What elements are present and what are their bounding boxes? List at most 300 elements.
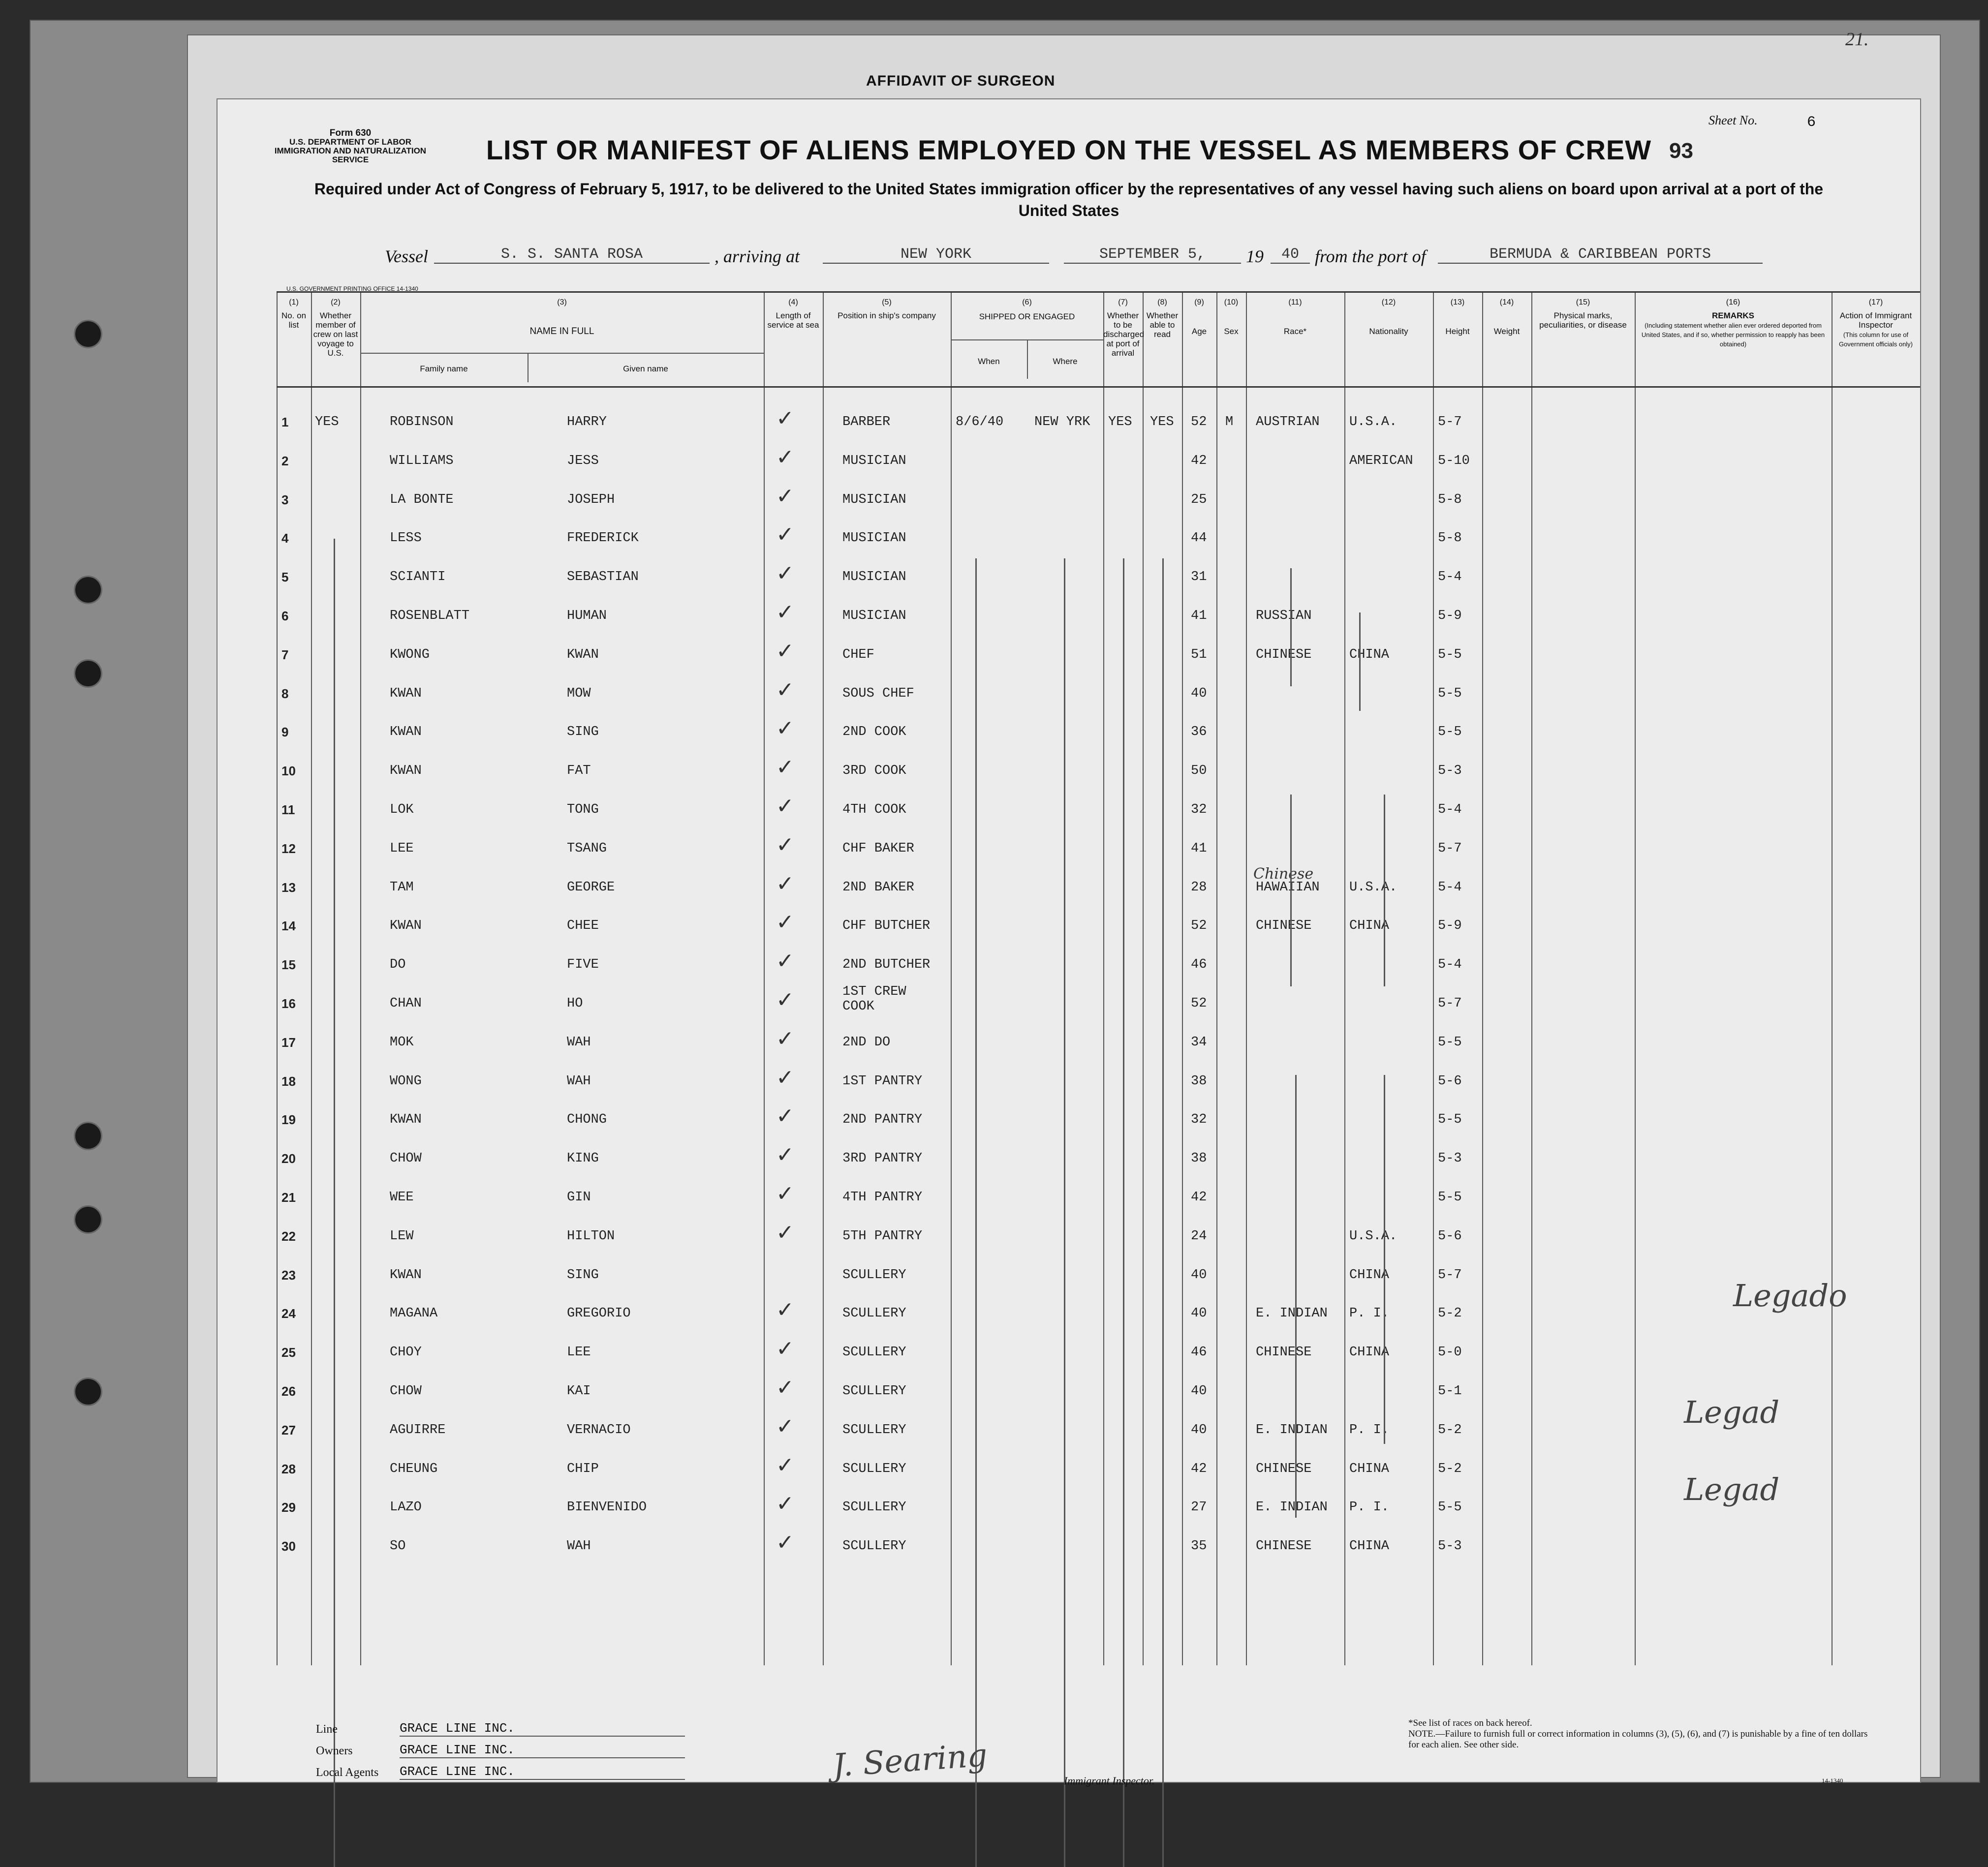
cell-age: 40	[1191, 1422, 1207, 1438]
cell-nat: CHINA	[1349, 1461, 1390, 1476]
cell-family: MOK	[390, 1035, 414, 1050]
table-row	[277, 1370, 1920, 1408]
cell-pos: 3RD PANTRY	[842, 1151, 923, 1166]
cell-height: 5-5	[1438, 1500, 1462, 1515]
table-row	[277, 866, 1920, 905]
cell-family: KWAN	[390, 686, 422, 701]
binder-hole	[74, 1122, 102, 1150]
cell-height: 5-4	[1438, 880, 1462, 895]
line-value: GRACE LINE INC.	[400, 1721, 685, 1737]
cell-no: 10	[281, 764, 296, 779]
handwritten-race: Chinese	[1253, 865, 1314, 883]
cell-svc: ✓	[776, 716, 794, 741]
cell-svc: ✓	[776, 949, 794, 974]
cell-height: 5-7	[1438, 996, 1462, 1011]
cell-family: KWONG	[390, 647, 430, 662]
cell-svc: ✓	[776, 561, 794, 586]
table-row	[277, 711, 1920, 749]
table-row	[277, 1137, 1920, 1176]
cell-height: 5-1	[1438, 1384, 1462, 1399]
cell-pos: MUSICIAN	[842, 570, 906, 585]
cell-pos: 3RD COOK	[842, 764, 906, 779]
cell-given: WAH	[567, 1073, 591, 1089]
table-row	[277, 1099, 1920, 1137]
table-row	[277, 517, 1920, 555]
table-row	[277, 1525, 1920, 1563]
cell-no: 14	[281, 918, 296, 934]
cell-height: 5-4	[1438, 802, 1462, 817]
cell-height: 5-7	[1438, 415, 1462, 429]
cell-no: 15	[281, 957, 296, 973]
port-label: from the port of	[1315, 246, 1426, 266]
cell-no: 16	[281, 996, 296, 1011]
table-row	[277, 1448, 1920, 1486]
inspector-label: Immigrant Inspector.	[1064, 1775, 1155, 1787]
cell-given: GIN	[567, 1190, 591, 1205]
col-header-inspector-action: (17) Action of Immigrant Inspector (This column for use of Government officials only)	[1838, 298, 1913, 348]
footnote-note: NOTE.—Failure to furnish full or correct information in columns (3), (5), (6), and (7) is punishable by a fine of ten dollars for each alien. See other side.	[1408, 1729, 1868, 1750]
cell-given: GREGORIO	[567, 1306, 631, 1321]
cell-family: AGUIRRE	[390, 1422, 446, 1438]
cell-nat: P. I.	[1349, 1422, 1390, 1438]
col-header-age: (9) Age	[1191, 298, 1207, 336]
footnote	[1408, 1718, 1881, 1750]
cell-no: 23	[281, 1267, 296, 1283]
arriving-port: NEW YORK	[823, 246, 1049, 264]
cell-family: CHAN	[390, 996, 422, 1011]
remark-handwritten: Legad	[1684, 1471, 1780, 1508]
col-header-when: When	[978, 357, 1000, 366]
cell-family: SCIANTI	[390, 570, 446, 585]
cell-height: 5-9	[1438, 609, 1462, 623]
cell-svc: ✓	[776, 910, 794, 935]
cell-family: LOK	[390, 802, 414, 817]
cell-given: SING	[567, 1267, 599, 1283]
table-row	[277, 1292, 1920, 1331]
table-row	[277, 595, 1920, 633]
table-row	[277, 944, 1920, 982]
cell-no: 30	[281, 1539, 296, 1554]
cell-given: FREDERICK	[567, 531, 639, 546]
affidavit-title: AFFIDAVIT OF SURGEON	[866, 73, 1056, 89]
cell-age: 38	[1191, 1151, 1207, 1166]
cell-no: 9	[281, 725, 289, 740]
cell-height: 5-5	[1438, 686, 1462, 701]
form-number: Form 630	[329, 128, 372, 138]
cell-pos: 2ND BUTCHER	[842, 957, 931, 973]
cell-height: 5-7	[1438, 841, 1462, 856]
cell-race: CHINESE	[1256, 647, 1312, 662]
cell-race: E. INDIAN	[1256, 1500, 1328, 1515]
cell-no: 13	[281, 880, 296, 895]
table-row	[277, 1215, 1920, 1254]
cell-given: WAH	[567, 1539, 591, 1554]
cell-age: 32	[1191, 1112, 1207, 1128]
table-row	[277, 673, 1920, 711]
table-row	[277, 827, 1920, 866]
table-row	[277, 789, 1920, 827]
cell-svc: ✓	[776, 1026, 794, 1051]
cell-given: FAT	[567, 764, 591, 779]
cell-age: 41	[1191, 841, 1207, 856]
col-header-read: (8) Whether able to read	[1146, 298, 1179, 339]
cell-family: CHOY	[390, 1345, 422, 1360]
table-row	[277, 982, 1920, 1021]
cell-race: CHINESE	[1256, 1461, 1312, 1476]
cell-no: 4	[281, 531, 289, 546]
cell-age: 32	[1191, 802, 1207, 817]
col-header-sex: (10) Sex	[1224, 298, 1239, 336]
cell-nat: CHINA	[1349, 918, 1390, 934]
cell-svc: ✓	[776, 1103, 794, 1129]
cell-family: KWAN	[390, 764, 422, 779]
cell-no: 7	[281, 647, 289, 662]
cell-family: CHOW	[390, 1151, 422, 1166]
cell-family: LA BONTE	[390, 492, 454, 507]
cell-no: 8	[281, 686, 289, 701]
cell-given: MOW	[567, 686, 591, 701]
cell-age: 34	[1191, 1035, 1207, 1050]
arrival-date: SEPTEMBER 5,	[1064, 246, 1241, 264]
table-row	[277, 634, 1920, 672]
cell-svc: ✓	[776, 600, 794, 625]
cell-family: DO	[390, 957, 406, 973]
col-header-given-name: Given name	[623, 364, 668, 373]
cell-svc: ✓	[776, 638, 794, 664]
cell-family: KWAN	[390, 1267, 422, 1283]
cell-race: AUSTRIAN	[1256, 415, 1320, 429]
cell-nat: CHINA	[1349, 1539, 1390, 1554]
cell-family: ROBINSON	[390, 415, 454, 429]
vessel-line	[217, 242, 1920, 272]
cell-svc: ✓	[776, 677, 794, 703]
cell-pos: 4TH PANTRY	[842, 1190, 923, 1205]
cell-given: SING	[567, 725, 599, 740]
table-row	[277, 1060, 1920, 1099]
col-header-name: (3) NAME IN FULL	[529, 298, 594, 337]
arrival-year: 40	[1271, 246, 1310, 264]
col-header-prev-voyage: (2) Whether member of crew on last voyage to U.S.	[313, 298, 358, 358]
cell-no: 3	[281, 492, 289, 507]
cell-age: 50	[1191, 764, 1207, 779]
col-header-no: (1) No. on list	[281, 298, 307, 330]
cell-no: 28	[281, 1461, 296, 1476]
table-row	[277, 479, 1920, 517]
cell-pos: SCULLERY	[842, 1500, 906, 1515]
cell-nat: U.S.A.	[1349, 415, 1398, 429]
cell-given: JESS	[567, 453, 599, 468]
col-header-where: Where	[1053, 357, 1078, 366]
cell-nat: CHINA	[1349, 1345, 1390, 1360]
cell-age: 51	[1191, 647, 1207, 662]
col-header-position: (5) Position in ship's company	[838, 298, 936, 320]
table-row	[277, 1254, 1920, 1292]
printing-office: U.S. GOVERNMENT PRINTING OFFICE 14-1340	[286, 285, 418, 292]
cell-race: RUSSIAN	[1256, 609, 1312, 623]
binder-hole	[74, 1205, 102, 1234]
cell-no: 5	[281, 570, 289, 585]
agents-value: GRACE LINE INC.	[400, 1764, 685, 1780]
arriving-label: , arriving at	[714, 246, 800, 266]
cell-svc: ✓	[776, 1452, 794, 1478]
cell-given: CHONG	[567, 1112, 607, 1128]
cell-pos: 2ND BAKER	[842, 880, 914, 895]
cell-height: 5-3	[1438, 1151, 1462, 1166]
cell-family: LEE	[390, 841, 414, 856]
cell-nat: AMERICAN	[1349, 453, 1413, 468]
cell-no: 19	[281, 1112, 296, 1128]
departure-port: BERMUDA & CARIBBEAN PORTS	[1438, 246, 1763, 264]
cell-age: 28	[1191, 880, 1207, 895]
cell-age: 31	[1191, 570, 1207, 585]
cell-pos: SCULLERY	[842, 1306, 906, 1321]
cell-pos: MUSICIAN	[842, 531, 906, 546]
cell-family: LAZO	[390, 1500, 422, 1515]
cell-age: 42	[1191, 1190, 1207, 1205]
cell-family: MAGANA	[390, 1306, 438, 1321]
cell-no: 2	[281, 453, 289, 468]
cell-svc: ✓	[776, 1220, 794, 1245]
cell-family: KWAN	[390, 918, 422, 934]
table-row	[277, 1331, 1920, 1370]
service: IMMIGRATION AND NATURALIZATION SERVICE	[274, 146, 427, 164]
cell-pos: 4TH COOK	[842, 802, 906, 817]
cell-nat: CHINA	[1349, 647, 1390, 662]
stamped-number: 93	[1669, 139, 1693, 163]
department: U.S. DEPARTMENT OF LABOR	[289, 137, 412, 147]
cell-prev: YES	[315, 415, 339, 429]
cell-family: WONG	[390, 1073, 422, 1089]
cell-age: 46	[1191, 957, 1207, 973]
cell-given: VERNACIO	[567, 1422, 631, 1438]
cell-family: KWAN	[390, 725, 422, 740]
cell-height: 5-5	[1438, 1190, 1462, 1205]
cell-no: 26	[281, 1384, 296, 1399]
agents-label: Local Agents	[316, 1766, 379, 1779]
cell-given: CHIP	[567, 1461, 599, 1476]
table-row	[277, 556, 1920, 594]
cell-family: LEW	[390, 1228, 414, 1244]
cell-age: 36	[1191, 725, 1207, 740]
cell-svc: ✓	[776, 1336, 794, 1362]
cell-no: 11	[281, 802, 295, 817]
cell-nat: CHINA	[1349, 1267, 1390, 1283]
cell-pos: SOUS CHEF	[842, 686, 914, 701]
cell-sex: M	[1225, 415, 1234, 429]
cell-age: 41	[1191, 609, 1207, 623]
owners-label: Owners	[316, 1745, 353, 1757]
cell-given: HUMAN	[567, 609, 607, 623]
cell-no: 17	[281, 1035, 296, 1050]
cell-pos: SCULLERY	[842, 1384, 906, 1399]
cell-height: 5-6	[1438, 1228, 1462, 1244]
cell-height: 5-8	[1438, 531, 1462, 546]
cell-age: 44	[1191, 531, 1207, 546]
year-label: 19	[1246, 246, 1264, 266]
cell-height: 5-6	[1438, 1073, 1462, 1089]
cell-height: 5-5	[1438, 725, 1462, 740]
cell-given: KWAN	[567, 647, 599, 662]
cell-given: WAH	[567, 1035, 591, 1050]
cell-height: 5-3	[1438, 764, 1462, 779]
cell-height: 5-4	[1438, 570, 1462, 585]
cell-given: BIENVENIDO	[567, 1500, 647, 1515]
cell-pos: 2ND PANTRY	[842, 1112, 923, 1128]
cell-no: 25	[281, 1345, 296, 1360]
cell-when: 8/6/40	[956, 415, 1004, 429]
remark-handwritten: Legado	[1733, 1278, 1847, 1314]
cell-height: 5-5	[1438, 647, 1462, 662]
cell-pos: SCULLERY	[842, 1539, 906, 1554]
cell-height: 5-8	[1438, 492, 1462, 507]
col-header-weight: (14) Weight	[1493, 298, 1520, 336]
cell-family: WILLIAMS	[390, 453, 454, 468]
cell-no: 18	[281, 1073, 296, 1089]
cell-pos: SCULLERY	[842, 1345, 906, 1360]
cell-no: 27	[281, 1422, 296, 1438]
cell-nat: U.S.A.	[1349, 1228, 1398, 1244]
crew-table	[277, 291, 1920, 1665]
cell-pos: SCULLERY	[842, 1422, 906, 1438]
cell-pos: MUSICIAN	[842, 609, 906, 623]
cell-svc: ✓	[776, 794, 794, 819]
corner-number: 21.	[1845, 29, 1869, 50]
cell-given: KAI	[567, 1384, 591, 1399]
cell-age: 38	[1191, 1073, 1207, 1089]
cell-given: JOSEPH	[567, 492, 615, 507]
cell-svc: ✓	[776, 522, 794, 548]
cell-age: 52	[1191, 918, 1207, 934]
owners-value: GRACE LINE INC.	[400, 1743, 685, 1758]
manifest-form	[217, 98, 1921, 1787]
table-row	[277, 1176, 1920, 1215]
cell-race: CHINESE	[1256, 1345, 1312, 1360]
cell-family: CHOW	[390, 1384, 422, 1399]
cell-family: TAM	[390, 880, 414, 895]
cell-svc: ✓	[776, 1375, 794, 1400]
cell-svc: ✓	[776, 1530, 794, 1556]
cell-pos: 1ST CREW COOK	[842, 984, 906, 1014]
cell-height: 5-4	[1438, 957, 1462, 973]
cell-family: ROSENBLATT	[390, 609, 470, 623]
sheet-label: Sheet No.	[1708, 113, 1758, 127]
cell-given: HILTON	[567, 1228, 615, 1244]
cell-pos: 5TH PANTRY	[842, 1228, 923, 1244]
table-row	[277, 905, 1920, 943]
cell-svc: ✓	[776, 1491, 794, 1517]
inspector-signature: J. Searing	[831, 1737, 989, 1784]
cell-race: E. INDIAN	[1256, 1422, 1328, 1438]
cell-given: GEORGE	[567, 880, 615, 895]
cell-no: 6	[281, 609, 289, 623]
cell-svc: ✓	[776, 987, 794, 1012]
cell-pos: CHF BAKER	[842, 841, 914, 856]
cell-svc: ✓	[776, 1142, 794, 1168]
cell-age: 52	[1191, 996, 1207, 1011]
cell-pos: SCULLERY	[842, 1267, 906, 1283]
cell-pos: 2ND DO	[842, 1035, 891, 1050]
vessel-label: Vessel	[385, 246, 428, 266]
cell-height: 5-3	[1438, 1539, 1462, 1554]
table-row	[277, 1409, 1920, 1447]
cell-no: 21	[281, 1190, 296, 1205]
cell-nat: U.S.A.	[1349, 880, 1398, 895]
cell-pos: MUSICIAN	[842, 492, 906, 507]
cell-svc: ✓	[776, 832, 794, 857]
cell-given: KING	[567, 1151, 599, 1166]
cell-no: 1	[281, 415, 289, 429]
page-subtitle: Required under Act of Congress of February 5, 1917, to be delivered to the United States immigration officer by the representatives of any vessel having such aliens on board upon arrival at a port of the United States	[314, 180, 1824, 219]
cell-race: HAWAIIAN	[1256, 880, 1320, 895]
cell-given: SEBASTIAN	[567, 570, 639, 585]
cell-disch: YES	[1108, 415, 1132, 429]
cell-family: LESS	[390, 531, 422, 546]
cell-nat: P. I.	[1349, 1500, 1390, 1515]
cell-race: E. INDIAN	[1256, 1306, 1328, 1321]
line-label: Line	[316, 1723, 338, 1736]
cell-given: HO	[567, 996, 583, 1011]
table-row	[277, 440, 1920, 478]
cell-no: 24	[281, 1306, 296, 1321]
cell-height: 5-2	[1438, 1422, 1462, 1438]
cell-svc: ✓	[776, 444, 794, 470]
cell-pos: CHF BUTCHER	[842, 918, 931, 934]
cell-height: 5-9	[1438, 918, 1462, 934]
col-header-height: (13) Height	[1445, 298, 1470, 336]
cell-race: CHINESE	[1256, 918, 1312, 934]
cell-pos: BARBER	[842, 415, 891, 429]
cell-svc: ✓	[776, 755, 794, 780]
cell-race: CHINESE	[1256, 1539, 1312, 1554]
col-header-family-name: Family name	[420, 364, 468, 373]
form-code: 14-1340	[1822, 1777, 1843, 1784]
cell-no: 22	[281, 1228, 296, 1244]
footnote-races: *See list of races on back hereof.	[1408, 1718, 1532, 1728]
cell-family: KWAN	[390, 1112, 422, 1128]
cell-family: WEE	[390, 1190, 414, 1205]
cell-no: 12	[281, 841, 296, 856]
col-header-nationality: (12) Nationality	[1369, 298, 1408, 336]
binder-hole	[74, 1377, 102, 1406]
cell-height: 5-10	[1438, 453, 1470, 468]
cell-age: 42	[1191, 1461, 1207, 1476]
binder-hole	[74, 320, 102, 348]
col-header-remarks: (16) REMARKS (Including statement whether alien ever ordered deported from United States, and if so, whether permission to reapply has been obtained)	[1641, 298, 1825, 348]
cell-pos: CHEF	[842, 647, 874, 662]
cell-height: 5-2	[1438, 1306, 1462, 1321]
table-row	[277, 401, 1920, 439]
cell-family: SO	[390, 1539, 406, 1554]
cell-given: TSANG	[567, 841, 607, 856]
cell-no: 29	[281, 1500, 296, 1515]
cell-family: CHEUNG	[390, 1461, 438, 1476]
cell-svc: ✓	[776, 1181, 794, 1206]
cell-no: 20	[281, 1151, 296, 1166]
page-title: LIST OR MANIFEST OF ALIENS EMPLOYED ON THE VESSEL AS MEMBERS OF CREW	[486, 134, 1652, 165]
cell-svc: ✓	[776, 483, 794, 509]
vessel-name: S. S. SANTA ROSA	[434, 246, 710, 264]
cell-pos: 1ST PANTRY	[842, 1073, 923, 1089]
cell-age: 52	[1191, 415, 1207, 429]
cell-height: 5-5	[1438, 1035, 1462, 1050]
cell-age: 27	[1191, 1500, 1207, 1515]
cell-height: 5-7	[1438, 1267, 1462, 1283]
table-row	[277, 1486, 1920, 1525]
cell-age: 42	[1191, 453, 1207, 468]
cell-svc: ✓	[776, 1413, 794, 1439]
cell-pos: MUSICIAN	[842, 453, 906, 468]
cell-given: LEE	[567, 1345, 591, 1360]
